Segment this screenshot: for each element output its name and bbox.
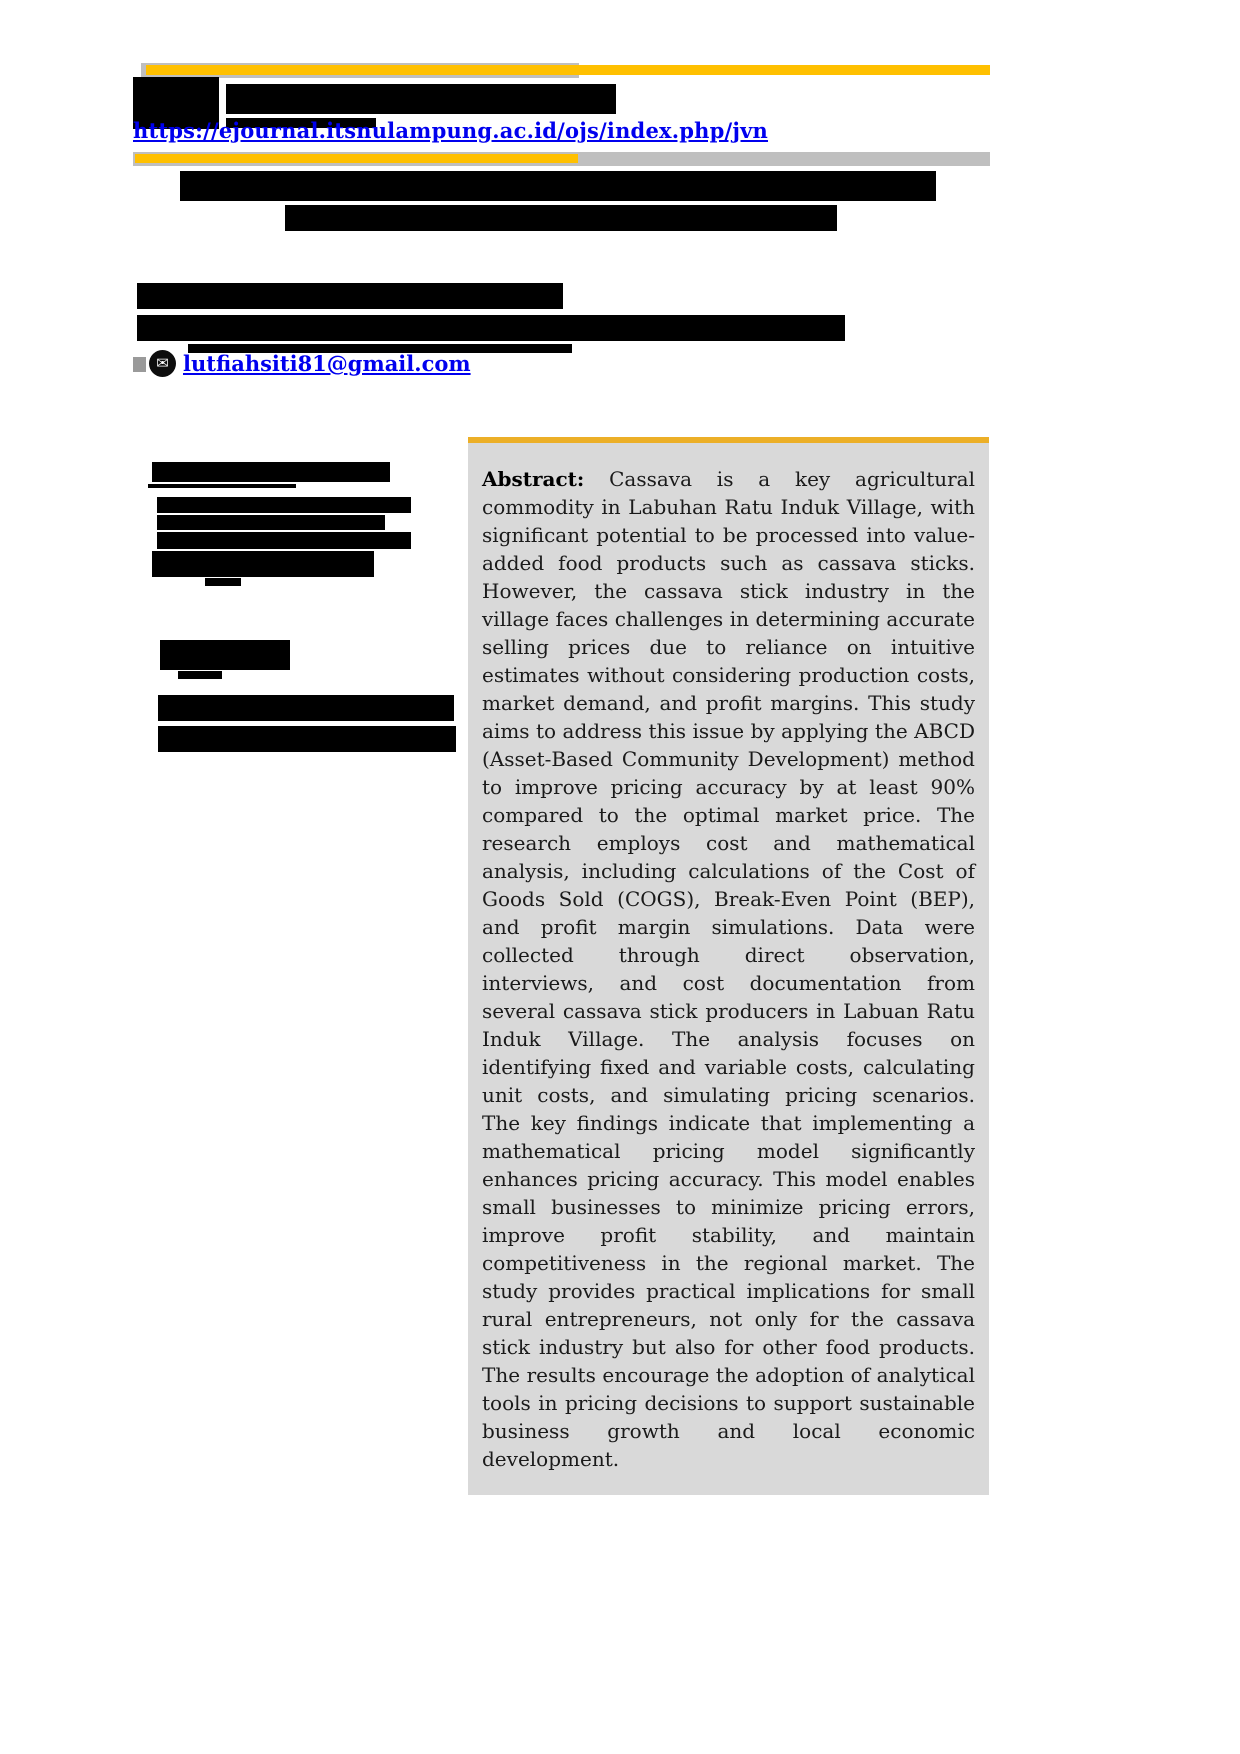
- redacted-affiliation-line-1: [137, 315, 845, 341]
- redacted-history-date-line-1: [157, 497, 411, 513]
- title-divider-gold: [135, 154, 578, 163]
- abstract-body: Cassava is a key agricultural commodity in Labuhan Ratu Induk Village, with significant potential to be processed into value-added food products such as cassava sticks. However, the cassava stick industry in the village faces challenges in determining accurate selling prices due to reliance on intuitive estimates without considering production costs, market demand, and profit margins. This study aims to address this issue by applying the ABCD (Asset-Based Community Development) method to improve pricing accuracy by at least 90% compared to the optimal market price. The research employs cost and mathematical analysis, including calculations of the Cost of Goods Sold (COGS), Break-Even Point (BEP), and profit margin simulations. Data were collected through direct observation, interviews, and cost documentation from several cassava stick producers in Labuan Ratu Induk Village. The analysis focuses on identifying fixed and variable costs, calculating unit costs, and simulating pricing scenarios. The key findings indicate that implementing a mathematical pricing model significantly enhances pricing accuracy. This model enables small businesses to minimize pricing errors, improve profit stability, and maintain competitiveness in the regional market. The study provides practical implications for small rural entrepreneurs, not only for the cassava stick industry but also for other food products. The results encourage the adoption of analytical tools in pricing decisions to support sustainable business growth and local economic development.: [482, 467, 975, 1471]
- redacted-history-date-line-3: [157, 532, 411, 549]
- redacted-journal-name: [226, 84, 616, 114]
- redacted-author-names: [137, 283, 563, 309]
- abstract-label: Abstract:: [482, 467, 585, 491]
- redacted-article-history-rule: [148, 484, 296, 488]
- redacted-history-date-line-2: [157, 515, 385, 530]
- redacted-history-date-line-4: [152, 551, 374, 577]
- redacted-history-tail: [205, 578, 241, 586]
- redacted-keywords-line-1: [158, 695, 454, 721]
- redacted-keywords-label-tail: [178, 671, 222, 679]
- journal-url-link[interactable]: https://ejournal.itsnulampung.ac.id/ojs/index.php/jvn: [133, 118, 769, 143]
- corresponding-email-link[interactable]: lutfiahsiti81@gmail.com: [183, 351, 471, 376]
- redacted-article-title-line-1: [180, 171, 936, 201]
- envelope-icon: ✉: [149, 350, 176, 377]
- email-marker: [133, 357, 146, 372]
- abstract-text: [468, 443, 989, 1473]
- top-divider-gold: [146, 65, 990, 75]
- redacted-article-history-heading: [152, 462, 390, 482]
- redacted-keywords-line-2: [158, 726, 456, 752]
- redacted-keywords-label: [160, 640, 290, 670]
- redacted-article-title-line-2: [285, 205, 837, 231]
- abstract-box: [468, 437, 989, 1495]
